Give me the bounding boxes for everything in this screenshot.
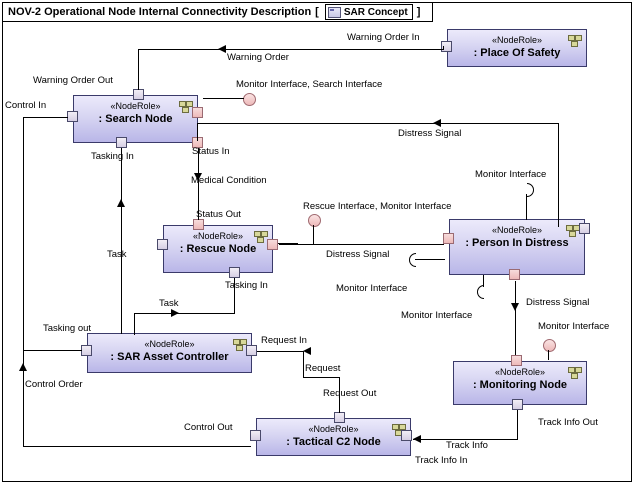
connector-control-order xyxy=(23,446,251,447)
port-search-monitor-search-interface[interactable] xyxy=(192,107,203,118)
connector-request xyxy=(257,351,303,352)
port-c2-request-out[interactable] xyxy=(334,412,345,423)
node-stereotype: «NodeRole» xyxy=(494,367,546,377)
label-tasking-out: Tasking out xyxy=(43,323,92,334)
connector-distress-signal-right xyxy=(515,281,516,355)
node-place-of-safety[interactable] xyxy=(447,29,587,67)
connector-task xyxy=(121,148,122,334)
label-control-order: Control Order xyxy=(25,379,83,390)
port-c2-track-info-in[interactable] xyxy=(401,430,412,441)
node-icon xyxy=(254,231,267,242)
arrowhead-request xyxy=(303,347,311,355)
label-task-2: Task xyxy=(159,298,179,309)
node-tactical-c2-node[interactable] xyxy=(256,418,411,456)
arrowhead-distress-signal-right xyxy=(511,303,519,311)
provided-interface-rescue[interactable] xyxy=(308,214,321,227)
port-monitor-distress-signal-in[interactable] xyxy=(511,355,522,366)
node-stereotype: «NodeRole» xyxy=(144,339,195,349)
connector-control-in xyxy=(23,117,68,118)
package-icon xyxy=(328,7,341,18)
port-rescue-task-in[interactable] xyxy=(157,239,168,250)
interface-connector xyxy=(548,350,549,360)
connector-distress-signal-top xyxy=(197,123,559,124)
arrowhead-task xyxy=(117,199,125,207)
interface-connector xyxy=(526,194,527,220)
diagram-frame xyxy=(2,2,632,482)
port-rescue-monitor-interface[interactable] xyxy=(267,239,278,250)
connector-request xyxy=(303,377,340,378)
label-status-in: Status In xyxy=(192,146,230,157)
node-label: : Monitoring Node xyxy=(472,379,568,391)
required-interface-monitor-top[interactable] xyxy=(520,183,534,197)
label-track-info: Track Info xyxy=(446,440,488,451)
node-person-in-distress[interactable] xyxy=(449,219,585,275)
label-warning-order-in: Warning Order In xyxy=(347,32,420,43)
label-control-in: Control In xyxy=(5,100,47,111)
required-interface-monitor-left[interactable] xyxy=(409,253,423,267)
node-search-node[interactable] xyxy=(73,95,198,143)
label-track-info-out: Track Info Out xyxy=(538,417,598,428)
provided-interface-monitor[interactable] xyxy=(543,339,556,352)
port-search-control-in[interactable] xyxy=(67,111,78,122)
node-label: : Person In Distress xyxy=(465,237,569,249)
label-warning-order: Warning Order xyxy=(227,52,289,63)
arrowhead-track-info xyxy=(413,435,421,443)
connector-distress-signal-mid xyxy=(279,244,444,245)
port-pid-distress-signal-left[interactable] xyxy=(443,233,454,244)
interface-connector xyxy=(203,98,244,99)
label-rescue-monitor-interface: Rescue Interface, Monitor Interface xyxy=(303,201,452,212)
port-rescue-status-out[interactable] xyxy=(193,219,204,230)
label-medical-condition: Medical Condition xyxy=(191,175,267,186)
port-pid-right[interactable] xyxy=(579,223,590,234)
label-monitor-interface-1: Monitor Interface xyxy=(475,169,547,180)
node-icon xyxy=(233,339,246,350)
node-stereotype: «NodeRole» xyxy=(308,424,359,434)
arrowhead-control-order xyxy=(19,363,27,371)
node-label: : Place Of Safety xyxy=(473,47,561,59)
port-c2-control-out[interactable] xyxy=(250,430,261,441)
label-status-out: Status Out xyxy=(196,209,241,220)
label-distress-signal-right: Distress Signal xyxy=(526,297,590,308)
label-control-out: Control Out xyxy=(184,422,233,433)
port-pid-distress-signal-down[interactable] xyxy=(509,269,520,280)
node-icon xyxy=(179,101,192,112)
package-tag-label: SAR Concept xyxy=(343,6,408,18)
node-icon xyxy=(568,367,581,378)
connector-control-order xyxy=(23,350,82,351)
connector-distress-signal-top xyxy=(558,223,559,227)
node-icon xyxy=(568,35,581,46)
label-track-info-in: Track Info In xyxy=(415,455,468,466)
label-tasking-in-rescue: Tasking In xyxy=(225,280,268,291)
label-request-in: Request In xyxy=(261,335,307,346)
node-stereotype: «NodeRole» xyxy=(491,225,543,235)
diagram-package-tag xyxy=(325,4,413,20)
interface-connector xyxy=(313,225,314,244)
node-rescue-node[interactable] xyxy=(163,225,273,273)
port-sac-request-in[interactable] xyxy=(246,345,257,356)
label-warning-order-out: Warning Order Out xyxy=(33,75,113,86)
diagram-title: NOV-2 Operational Node Internal Connectivity Description xyxy=(8,6,312,18)
label-request: Request xyxy=(305,363,341,374)
node-label: : Tactical C2 Node xyxy=(286,436,381,448)
arrowhead-task-rescue xyxy=(171,309,179,317)
label-distress-signal-mid: Distress Signal xyxy=(326,249,390,260)
connector-distress-signal-top xyxy=(197,123,198,141)
port-search-tasking-in[interactable] xyxy=(116,137,127,148)
connector-task-rescue xyxy=(134,313,135,335)
connector-request xyxy=(303,351,304,378)
label-monitor-interface-2: Monitor Interface xyxy=(336,283,408,294)
required-interface-monitor-bottom[interactable] xyxy=(477,285,491,299)
node-stereotype: «NodeRole» xyxy=(110,101,161,111)
provided-interface-search[interactable] xyxy=(243,93,256,106)
port-search-warning-order-out[interactable] xyxy=(133,89,144,100)
node-stereotype: «NodeRole» xyxy=(491,35,543,45)
port-sac-tasking-out[interactable] xyxy=(81,345,92,356)
title-separator-close: ] xyxy=(416,6,421,18)
node-sar-asset-controller[interactable] xyxy=(87,333,252,373)
node-icon xyxy=(566,225,579,236)
interface-connector xyxy=(483,275,484,287)
label-monitor-interface-4: Monitor Interface xyxy=(538,321,610,332)
label-request-out: Request Out xyxy=(323,388,377,399)
title-separator-open: [ xyxy=(315,6,319,18)
connector-warning-order xyxy=(138,49,443,50)
label-distress-signal-top: Distress Signal xyxy=(398,128,462,139)
label-tasking-in-search: Tasking In xyxy=(91,151,134,162)
connector-warning-order xyxy=(138,49,139,90)
port-rescue-tasking-in[interactable] xyxy=(229,267,240,278)
node-label: : SAR Asset Controller xyxy=(110,351,229,363)
port-monitor-track-info-out[interactable] xyxy=(512,399,523,410)
interface-connector xyxy=(415,259,445,260)
node-stereotype: «NodeRole» xyxy=(192,231,244,241)
connector-task-rescue xyxy=(134,313,235,314)
arrowhead-warning-order xyxy=(218,45,226,53)
node-label: : Search Node xyxy=(98,113,173,125)
connector-warning-order xyxy=(443,46,444,50)
diagram-title-bar xyxy=(3,3,433,22)
label-monitor-interface-3: Monitor Interface xyxy=(401,310,473,321)
label-task-1: Task xyxy=(107,249,127,260)
connector-distress-signal-top xyxy=(558,123,559,224)
node-label: : Rescue Node xyxy=(179,243,257,255)
label-monitor-search-interface: Monitor Interface, Search Interface xyxy=(236,79,383,90)
arrowhead-distress-signal-top xyxy=(433,119,441,127)
connector-control-in xyxy=(23,117,24,351)
connector-track-info xyxy=(517,410,518,439)
